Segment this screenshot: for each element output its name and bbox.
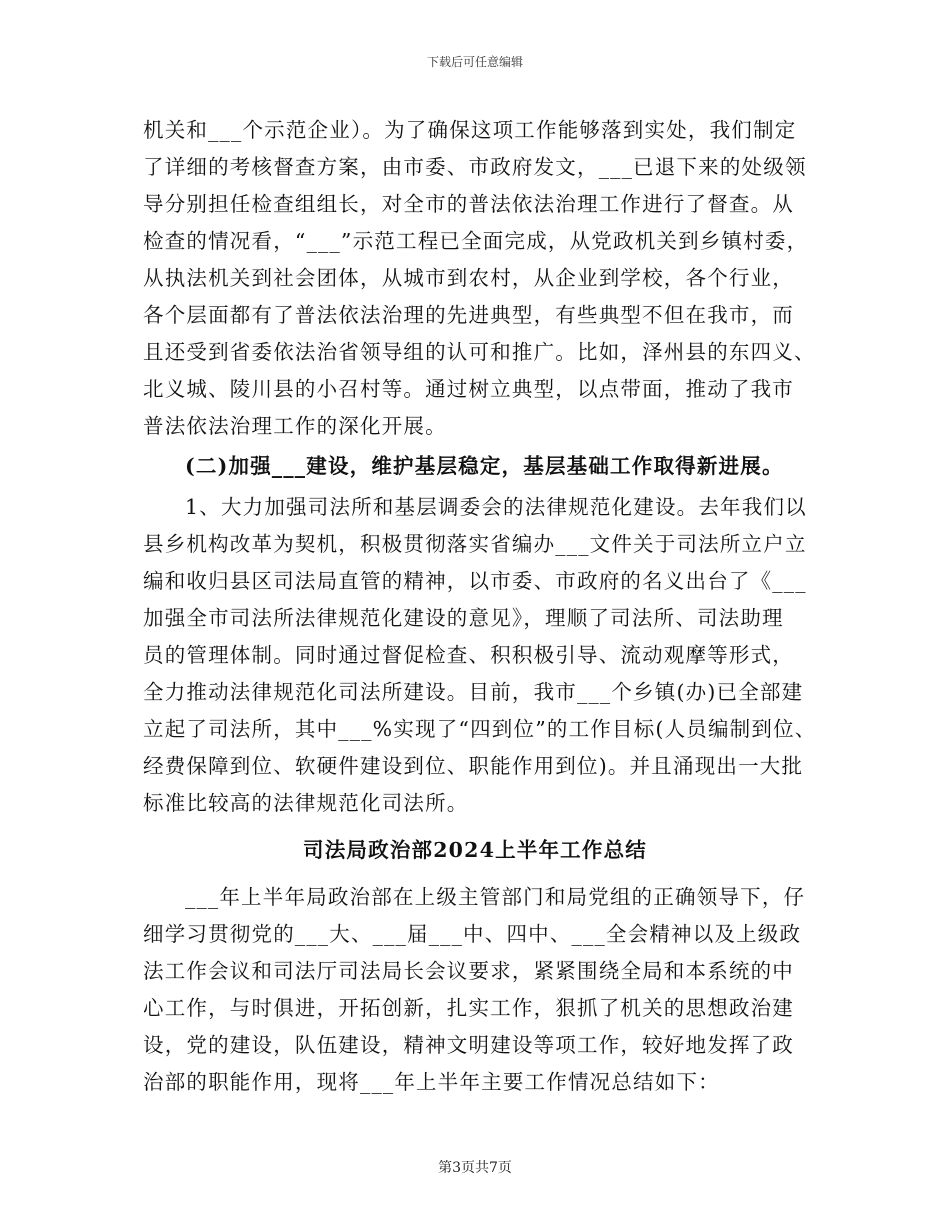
page-footer: 第3页共7页 — [438, 1160, 512, 1176]
page-header: 下载后可任意编辑 — [426, 55, 523, 69]
document-title: 司法局政治部2024上半年工作总结 — [303, 838, 647, 862]
